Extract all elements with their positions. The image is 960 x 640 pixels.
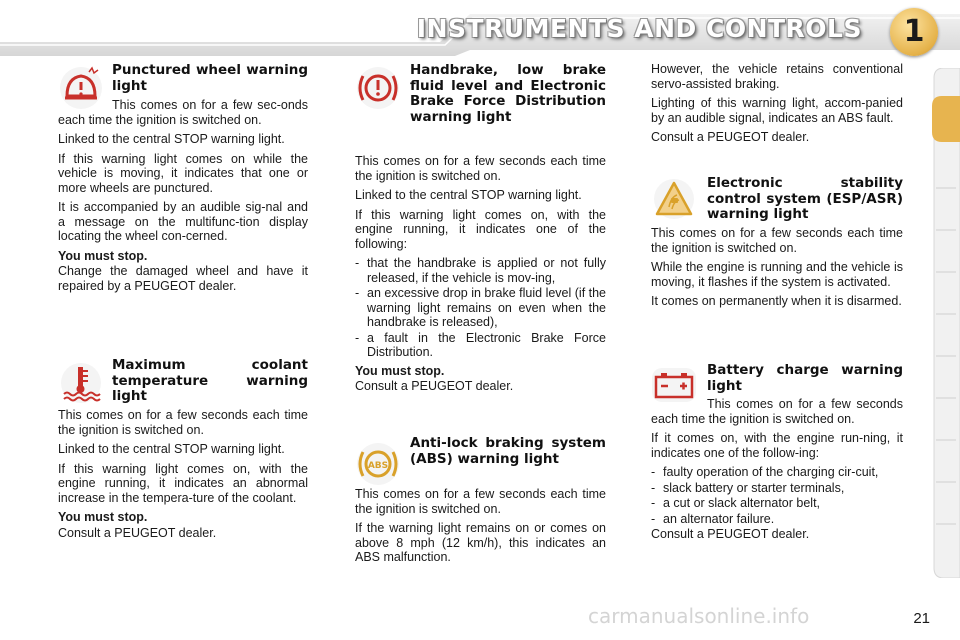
brake-warning-icon bbox=[356, 66, 400, 110]
abs-continued-section bbox=[651, 62, 903, 150]
watermark: carmanualsonline.info bbox=[588, 604, 810, 628]
battery-list-item: - an alternator failure. bbox=[651, 512, 903, 527]
handbrake-list bbox=[355, 256, 606, 360]
abs-icon bbox=[356, 442, 400, 486]
coolant-para-2: Linked to the central STOP warning light. bbox=[58, 442, 285, 456]
coolant-must-stop: You must stop. bbox=[58, 510, 148, 524]
battery-section bbox=[651, 397, 903, 547]
battery-list-item: - slack battery or starter terminals, bbox=[651, 481, 903, 496]
battery-list bbox=[651, 465, 903, 526]
punctured-para-2: Linked to the central STOP warning light. bbox=[58, 132, 285, 146]
punctured-para-3: If this warning light comes on while the vehicle is moving, it indicates that one or more wheels are punctured. bbox=[58, 151, 308, 195]
handbrake-title: Handbrake, low brake fluid level and Electronic Brake Force Distribution warning light bbox=[410, 62, 606, 125]
esp-para-2: While the engine is running and the vehicle is moving, it flashes if the system is activated. bbox=[651, 260, 903, 289]
battery-para-1: This comes on for a few seconds each time the ignition is switched on. bbox=[651, 397, 903, 426]
page-title: INSTRUMENTS AND CONTROLS bbox=[416, 14, 862, 43]
battery-title: Battery charge warning light bbox=[707, 362, 903, 394]
abs-title: Anti-lock braking system (ABS) warning light bbox=[410, 435, 606, 467]
abs-section bbox=[355, 487, 606, 570]
punctured-must-stop: You must stop. bbox=[58, 248, 148, 263]
coolant-para-3: If this warning light comes on, with the engine running, it indicates an abnormal increase in the tempera-ture of the coolant. bbox=[58, 461, 308, 505]
handbrake-section bbox=[355, 154, 606, 399]
handbrake-list-item: - a fault in the Electronic Brake Force Distribution. bbox=[355, 331, 606, 360]
handbrake-list-item: - an excessive drop in brake fluid level (if the warning light remains on even when the handbrake is released), bbox=[355, 286, 606, 330]
chapter-tab-strip[interactable] bbox=[930, 68, 960, 578]
battery-para-3: Consult a PEUGEOT dealer. bbox=[651, 527, 810, 541]
chapter-number-badge: 1 bbox=[890, 8, 938, 56]
punctured-para-1: This comes on for a few sec-onds each time the ignition is switched on. bbox=[58, 98, 308, 127]
punctured-section bbox=[58, 98, 308, 298]
abs-icon-label: ABS bbox=[367, 461, 389, 471]
esp-para-3: It comes on permanently when it is disarmed. bbox=[651, 294, 902, 308]
battery-list-item: - a cut or slack alternator belt, bbox=[651, 496, 903, 511]
handbrake-must-stop: You must stop. bbox=[355, 363, 445, 378]
esp-asr-icon bbox=[652, 178, 696, 220]
punctured-para-4: It is accompanied by an audible sig-nal and a message on the multifunc-tion display locating the wheel con-cerned. bbox=[58, 200, 308, 243]
abs-cont-para-3: Consult a PEUGEOT dealer. bbox=[651, 130, 810, 144]
coolant-title: Maximum coolant temperature warning light bbox=[112, 357, 308, 404]
abs-para-2: If the warning light remains on or comes on above 8 mph (12 km/h), this indicates an ABS malfunction. bbox=[355, 521, 606, 564]
battery-para-2: If it comes on, with the engine run-ning, it indicates one of the follow-ing: bbox=[651, 431, 903, 460]
abs-cont-para-2: Lighting of this warning light, accom-panied by an audible signal, indicates an ABS fault. bbox=[651, 96, 903, 125]
abs-para-1: This comes on for a few seconds each time the ignition is switched on. bbox=[355, 487, 606, 516]
coolant-temperature-icon bbox=[60, 362, 102, 404]
coolant-section bbox=[58, 408, 308, 545]
esp-para-1: This comes on for a few seconds each time the ignition is switched on. bbox=[651, 226, 903, 255]
punctured-title: Punctured wheel warning light bbox=[112, 62, 308, 94]
handbrake-para-3: If this warning light comes on, with the engine running, it indicates one of the following: bbox=[355, 207, 606, 251]
coolant-para-1: This comes on for a few seconds each time the ignition is switched on. bbox=[58, 408, 308, 437]
punctured-para-5: Change the damaged wheel and have it repaired by a PEUGEOT dealer. bbox=[58, 264, 308, 293]
handbrake-para-2: Linked to the central STOP warning light. bbox=[355, 188, 582, 202]
handbrake-list-item: - that the handbrake is applied or not fully released, if the vehicle is mov-ing, bbox=[355, 256, 606, 285]
page-number: 21 bbox=[913, 610, 930, 627]
handbrake-para-1: This comes on for a few seconds each time the ignition is switched on. bbox=[355, 154, 606, 183]
abs-cont-para-1: However, the vehicle retains conventional servo-assisted braking. bbox=[651, 62, 903, 91]
handbrake-para-4: Consult a PEUGEOT dealer. bbox=[355, 379, 514, 393]
coolant-para-4: Consult a PEUGEOT dealer. bbox=[58, 525, 217, 540]
battery-list-item: - faulty operation of the charging cir-cuit, bbox=[651, 465, 903, 480]
esp-section bbox=[651, 226, 903, 314]
esp-title: Electronic stability control system (ESP/ASR) warning light bbox=[707, 175, 903, 222]
